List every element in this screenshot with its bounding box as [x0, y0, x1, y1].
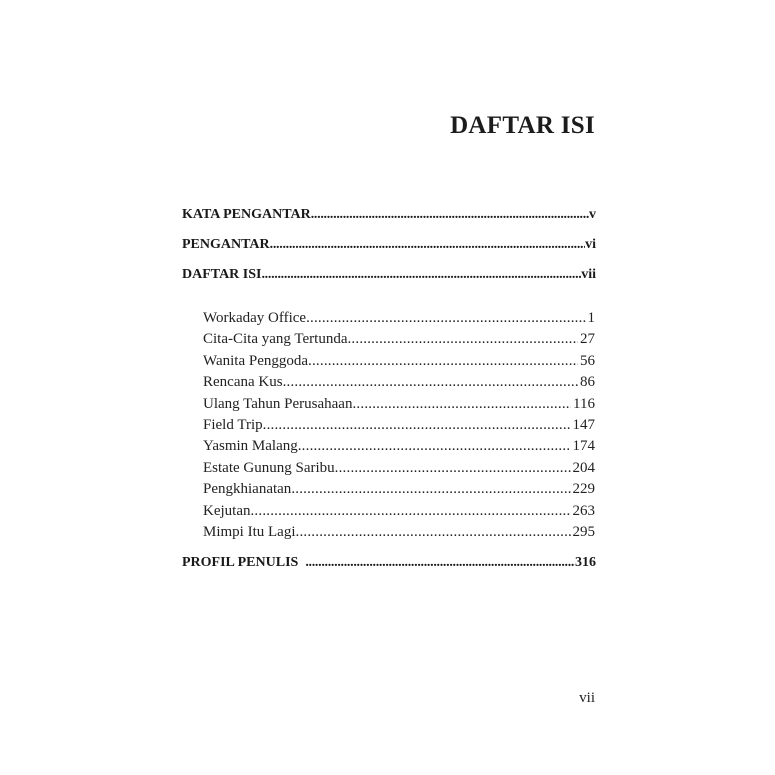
chapter-title: Wanita Penggoda: [203, 352, 309, 369]
toc-entry-page: vi: [585, 237, 596, 252]
chapter-title: Cita-Cita yang Tertunda: [203, 331, 348, 348]
toc-entry-kata-pengantar[interactable]: [182, 200, 596, 230]
chapter-entry-cita-cita[interactable]: [203, 329, 595, 350]
dot-leader: [296, 522, 571, 543]
chapter-title: Field Trip: [203, 416, 263, 433]
chapter-title: Pengkhianatan: [203, 481, 292, 498]
chapter-page: 295: [572, 523, 595, 540]
chapter-page: 174: [572, 438, 595, 455]
dot-leader: [352, 394, 571, 415]
chapter-entry-workaday-office[interactable]: [203, 308, 595, 329]
back-matter-list: [182, 548, 596, 578]
chapter-entry-field-trip[interactable]: [203, 415, 595, 436]
dot-leader: [311, 200, 589, 230]
dot-leader: [306, 308, 585, 329]
chapter-page: 229: [572, 481, 595, 498]
chapter-title: Estate Gunung Saribu: [203, 459, 335, 476]
toc-entry-label: KATA PENGANTAR: [182, 207, 311, 222]
chapter-entry-rencana-kus[interactable]: [203, 372, 595, 393]
toc-entry-daftar-isi[interactable]: [182, 260, 596, 290]
chapter-entry-wanita-penggoda[interactable]: [203, 351, 595, 372]
chapter-entry-estate-gunung-saribu[interactable]: [203, 458, 595, 479]
dot-leader: [291, 479, 570, 500]
toc-entry-label: PENGANTAR: [182, 237, 270, 252]
page-title: DAFTAR ISI: [450, 112, 595, 139]
chapter-title: Kejutan: [203, 502, 251, 519]
chapter-page: 147: [572, 416, 595, 433]
front-matter-list: [182, 200, 596, 290]
chapter-title: Mimpi Itu Lagi: [203, 523, 296, 540]
chapter-entry-pengkhianatan[interactable]: [203, 479, 595, 500]
toc-entry-profil-penulis[interactable]: [182, 548, 596, 578]
chapter-list: [203, 308, 595, 543]
chapter-entry-kejutan[interactable]: [203, 501, 595, 522]
chapter-title: Ulang Tahun Perusahaan: [203, 395, 353, 412]
dot-leader: [261, 260, 581, 290]
chapter-title: Yasmin Malang: [203, 438, 298, 455]
chapter-title: Workaday Office: [203, 310, 307, 326]
dot-leader: [270, 230, 585, 260]
chapter-page: 116: [573, 395, 595, 412]
toc-entry-pengantar[interactable]: [182, 230, 596, 260]
chapter-entry-ulang-tahun[interactable]: [203, 394, 595, 415]
chapter-page: 27: [580, 331, 595, 348]
dot-leader: [308, 351, 578, 372]
toc-entry-page: v: [589, 207, 596, 222]
chapter-page: 56: [580, 352, 595, 369]
chapter-page: 86: [580, 374, 595, 391]
dot-leader: [335, 458, 571, 479]
chapter-page: 1: [587, 310, 595, 326]
chapter-title: Rencana Kus: [203, 374, 283, 391]
chapter-entry-mimpi-itu-lagi[interactable]: [203, 522, 595, 543]
toc-entry-page: vii: [581, 267, 596, 282]
toc-entry-label: DAFTAR ISI: [182, 267, 262, 282]
toc-entry-page: 316: [575, 555, 596, 570]
dot-leader: [298, 436, 571, 457]
dot-leader: [250, 501, 570, 522]
dot-leader: [305, 548, 575, 578]
page-number: vii: [579, 690, 595, 706]
dot-leader: [263, 415, 571, 436]
toc-entry-label: PROFIL PENULIS: [182, 555, 306, 570]
chapter-page: 204: [572, 459, 595, 476]
dot-leader: [283, 372, 578, 393]
chapter-entry-yasmin-malang[interactable]: [203, 436, 595, 457]
dot-leader: [347, 329, 578, 350]
chapter-page: 263: [572, 502, 595, 519]
